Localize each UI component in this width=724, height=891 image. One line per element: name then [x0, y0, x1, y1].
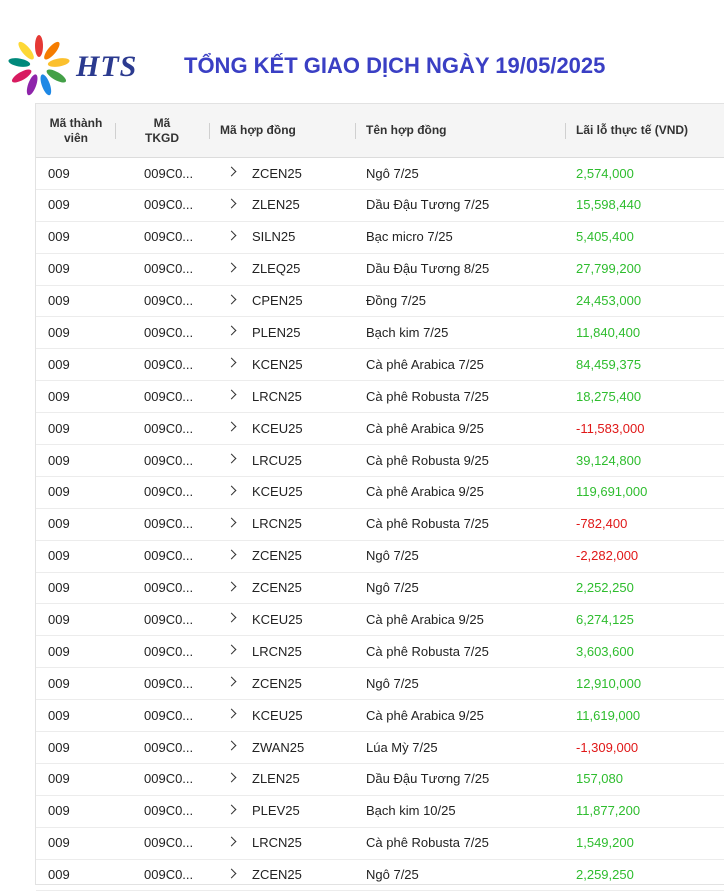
contract-code: CPEN25 — [252, 293, 303, 309]
pnl-value: 15,598,440 — [576, 197, 642, 213]
contract-code: LRCN25 — [252, 388, 302, 404]
member-code: 009 — [48, 420, 70, 436]
table-row[interactable] — [36, 317, 724, 349]
chevron-right-icon[interactable] — [227, 326, 237, 336]
column-divider — [115, 123, 116, 139]
chevron-right-icon[interactable] — [227, 390, 237, 400]
page-title: TỔNG KẾT GIAO DỊCH NGÀY 19/05/2025 — [184, 53, 606, 78]
pnl-value: -1,309,000 — [576, 739, 639, 755]
account-code: 009C0... — [144, 803, 194, 819]
member-code: 009 — [48, 707, 70, 723]
account-code: 009C0... — [144, 324, 194, 340]
member-code: 009 — [48, 356, 70, 372]
account-code: 009C0... — [144, 261, 194, 277]
table-row[interactable] — [36, 445, 724, 477]
table-row[interactable] — [36, 604, 724, 636]
contract-name: Dầu Đậu Tương 8/25 — [366, 261, 490, 277]
contract-name: Đồng 7/25 — [366, 293, 426, 309]
pnl-value: 119,691,000 — [576, 484, 648, 500]
contract-name: Ngô 7/25 — [366, 165, 419, 181]
chevron-right-icon[interactable] — [227, 422, 237, 432]
contract-name: Ngô 7/25 — [366, 580, 419, 596]
account-code: 009C0... — [144, 739, 194, 755]
table-row[interactable] — [36, 477, 724, 509]
chevron-right-icon[interactable] — [227, 741, 237, 751]
account-code: 009C0... — [144, 771, 194, 787]
chevron-right-icon[interactable] — [227, 804, 237, 814]
table-row[interactable] — [36, 509, 724, 541]
contract-code: ZCEN25 — [252, 548, 302, 564]
contract-code: PLEN25 — [252, 324, 301, 340]
pnl-value: -11,583,000 — [576, 420, 645, 436]
contract-code: ZCEN25 — [252, 165, 302, 181]
pnl-value: 2,574,000 — [576, 165, 634, 181]
table-row[interactable] — [36, 413, 724, 445]
contract-code: ZLEN25 — [252, 197, 300, 213]
member-code: 009 — [48, 165, 70, 181]
table-row[interactable] — [36, 381, 724, 413]
col-header-contract-name[interactable]: Tên hợp đồng — [366, 123, 447, 137]
contract-code: KCEU25 — [252, 611, 303, 627]
contract-code: ZLEQ25 — [252, 261, 301, 277]
chevron-right-icon[interactable] — [227, 454, 237, 464]
col-header-member[interactable]: Mã thành viên — [49, 115, 103, 145]
chevron-right-icon[interactable] — [227, 772, 237, 782]
chevron-right-icon[interactable] — [227, 517, 237, 527]
contract-code: ZWAN25 — [252, 739, 305, 755]
member-code: 009 — [48, 293, 70, 309]
table-row[interactable] — [36, 573, 724, 605]
contract-code: ZCEN25 — [252, 867, 302, 883]
contract-name: Cà phê Robusta 7/25 — [366, 516, 489, 532]
contract-name: Cà phê Arabica 7/25 — [366, 356, 484, 372]
table-row[interactable] — [36, 286, 724, 318]
account-code: 009C0... — [144, 516, 194, 532]
contract-name: Dầu Đậu Tương 7/25 — [366, 771, 490, 787]
member-code: 009 — [48, 771, 70, 787]
account-code: 009C0... — [144, 197, 194, 213]
chevron-right-icon[interactable] — [227, 836, 237, 846]
table-row[interactable] — [36, 349, 724, 381]
contract-name: Cà phê Arabica 9/25 — [366, 484, 484, 500]
pnl-value: 11,840,400 — [576, 324, 641, 340]
pnl-value: 27,799,200 — [576, 261, 642, 277]
account-code: 009C0... — [144, 452, 194, 468]
table-row[interactable] — [36, 828, 724, 860]
pnl-value: 39,124,800 — [576, 452, 642, 468]
contract-name: Cà phê Arabica 9/25 — [366, 611, 484, 627]
member-code: 009 — [48, 675, 70, 691]
logo-text: HTS — [76, 50, 138, 83]
chevron-right-icon[interactable] — [227, 358, 237, 368]
account-code: 009C0... — [144, 356, 194, 372]
member-code: 009 — [48, 803, 70, 819]
contract-name: Lúa Mỳ 7/25 — [366, 739, 438, 755]
contract-name: Cà phê Robusta 7/25 — [366, 643, 489, 659]
table-row[interactable] — [36, 541, 724, 573]
pnl-value: 11,619,000 — [576, 707, 641, 723]
contract-name: Cà phê Robusta 9/25 — [366, 452, 489, 468]
account-code: 009C0... — [144, 675, 194, 691]
page-header — [0, 0, 724, 104]
table-row[interactable] — [36, 860, 724, 891]
contract-name: Bạch kim 10/25 — [366, 803, 456, 819]
member-code: 009 — [48, 197, 70, 213]
account-code: 009C0... — [144, 580, 194, 596]
pnl-value: 24,453,000 — [576, 293, 642, 309]
member-code: 009 — [48, 261, 70, 277]
chevron-right-icon[interactable] — [227, 485, 237, 495]
chevron-right-icon[interactable] — [227, 294, 237, 304]
chevron-right-icon[interactable] — [227, 868, 237, 878]
hts-logo-icon — [8, 30, 70, 100]
column-divider — [565, 123, 566, 139]
pnl-value: 5,405,400 — [576, 229, 634, 245]
member-code: 009 — [48, 484, 70, 500]
pnl-value: 2,259,250 — [576, 867, 634, 883]
chevron-right-icon[interactable] — [227, 613, 237, 623]
contract-code: PLEV25 — [252, 803, 300, 819]
contract-code: ZLEN25 — [252, 771, 300, 787]
contract-code: KCEU25 — [252, 484, 303, 500]
member-code: 009 — [48, 452, 70, 468]
account-code: 009C0... — [144, 867, 194, 883]
pnl-value: 6,274,125 — [576, 611, 634, 627]
member-code: 009 — [48, 643, 70, 659]
col-header-pnl[interactable]: Lãi lỗ thực tế (VND) — [576, 123, 689, 137]
chevron-right-icon[interactable] — [227, 230, 237, 240]
contract-code: ZCEN25 — [252, 580, 302, 596]
pnl-value: 84,459,375 — [576, 356, 642, 372]
chevron-right-icon[interactable] — [227, 549, 237, 559]
pnl-value: 11,877,200 — [576, 803, 641, 819]
contract-code: LRCN25 — [252, 643, 302, 659]
member-code: 009 — [48, 580, 70, 596]
contract-name: Cà phê Robusta 7/25 — [366, 388, 489, 404]
chevron-right-icon[interactable] — [227, 709, 237, 719]
col-header-contract-code[interactable]: Mã hợp đồng — [220, 123, 296, 137]
table-row[interactable] — [36, 732, 724, 764]
contract-code: SILN25 — [252, 229, 296, 245]
table-row[interactable] — [36, 636, 724, 668]
table-row[interactable] — [36, 764, 724, 796]
table-row[interactable] — [36, 796, 724, 828]
contract-name: Bạch kim 7/25 — [366, 324, 449, 340]
pnl-value: 2,252,250 — [576, 580, 634, 596]
account-code: 009C0... — [144, 165, 194, 181]
pnl-value: 157,080 — [576, 771, 623, 787]
table-row[interactable] — [36, 190, 724, 222]
contract-name: Ngô 7/25 — [366, 675, 419, 691]
table-row[interactable] — [36, 222, 724, 254]
contract-code: LRCU25 — [252, 452, 302, 468]
contract-code: KCEU25 — [252, 707, 303, 723]
member-code: 009 — [48, 739, 70, 755]
contract-code: LRCN25 — [252, 516, 302, 532]
table-row[interactable] — [36, 668, 724, 700]
member-code: 009 — [48, 388, 70, 404]
column-divider — [209, 123, 210, 139]
member-code: 009 — [48, 835, 70, 851]
contract-code: ZCEN25 — [252, 675, 302, 691]
member-code: 009 — [48, 324, 70, 340]
table-row[interactable] — [36, 158, 724, 190]
chevron-right-icon[interactable] — [227, 645, 237, 655]
pnl-value: 18,275,400 — [576, 388, 642, 404]
member-code: 009 — [48, 867, 70, 883]
member-code: 009 — [48, 548, 70, 564]
contract-code: LRCN25 — [252, 835, 302, 851]
table-row[interactable] — [36, 254, 724, 286]
account-code: 009C0... — [144, 420, 194, 436]
col-header-account[interactable]: Mã TKGD — [145, 115, 179, 145]
contract-name: Cà phê Arabica 9/25 — [366, 420, 484, 436]
chevron-right-icon[interactable] — [227, 581, 237, 591]
account-code: 009C0... — [144, 643, 194, 659]
contract-name: Dầu Đậu Tương 7/25 — [366, 197, 490, 213]
contract-code: KCEN25 — [252, 356, 303, 372]
account-code: 009C0... — [144, 388, 194, 404]
contract-name: Cà phê Robusta 7/25 — [366, 835, 489, 851]
account-code: 009C0... — [144, 835, 194, 851]
contract-name: Ngô 7/25 — [366, 867, 419, 883]
pnl-value: 1,549,200 — [576, 835, 634, 851]
account-code: 009C0... — [144, 548, 194, 564]
account-code: 009C0... — [144, 484, 194, 500]
account-code: 009C0... — [144, 707, 194, 723]
account-code: 009C0... — [144, 229, 194, 245]
table-body — [36, 158, 724, 891]
contract-name: Cà phê Arabica 9/25 — [366, 707, 484, 723]
contract-code: KCEU25 — [252, 420, 303, 436]
contract-name: Bạc micro 7/25 — [366, 229, 453, 245]
contract-name: Ngô 7/25 — [366, 548, 419, 564]
member-code: 009 — [48, 229, 70, 245]
column-divider — [355, 123, 356, 139]
account-code: 009C0... — [144, 293, 194, 309]
table-row[interactable] — [36, 700, 724, 732]
table-header — [36, 104, 724, 158]
pnl-value: 3,603,600 — [576, 643, 634, 659]
pnl-value: 12,910,000 — [576, 675, 642, 691]
chevron-right-icon[interactable] — [227, 167, 237, 177]
pnl-value: -2,282,000 — [576, 548, 639, 564]
chevron-right-icon[interactable] — [227, 262, 237, 272]
chevron-right-icon[interactable] — [227, 198, 237, 208]
pnl-value: -782,400 — [576, 516, 628, 532]
account-code: 009C0... — [144, 611, 194, 627]
member-code: 009 — [48, 516, 70, 532]
member-code: 009 — [48, 611, 70, 627]
chevron-right-icon[interactable] — [227, 677, 237, 687]
trades-table — [35, 103, 724, 885]
